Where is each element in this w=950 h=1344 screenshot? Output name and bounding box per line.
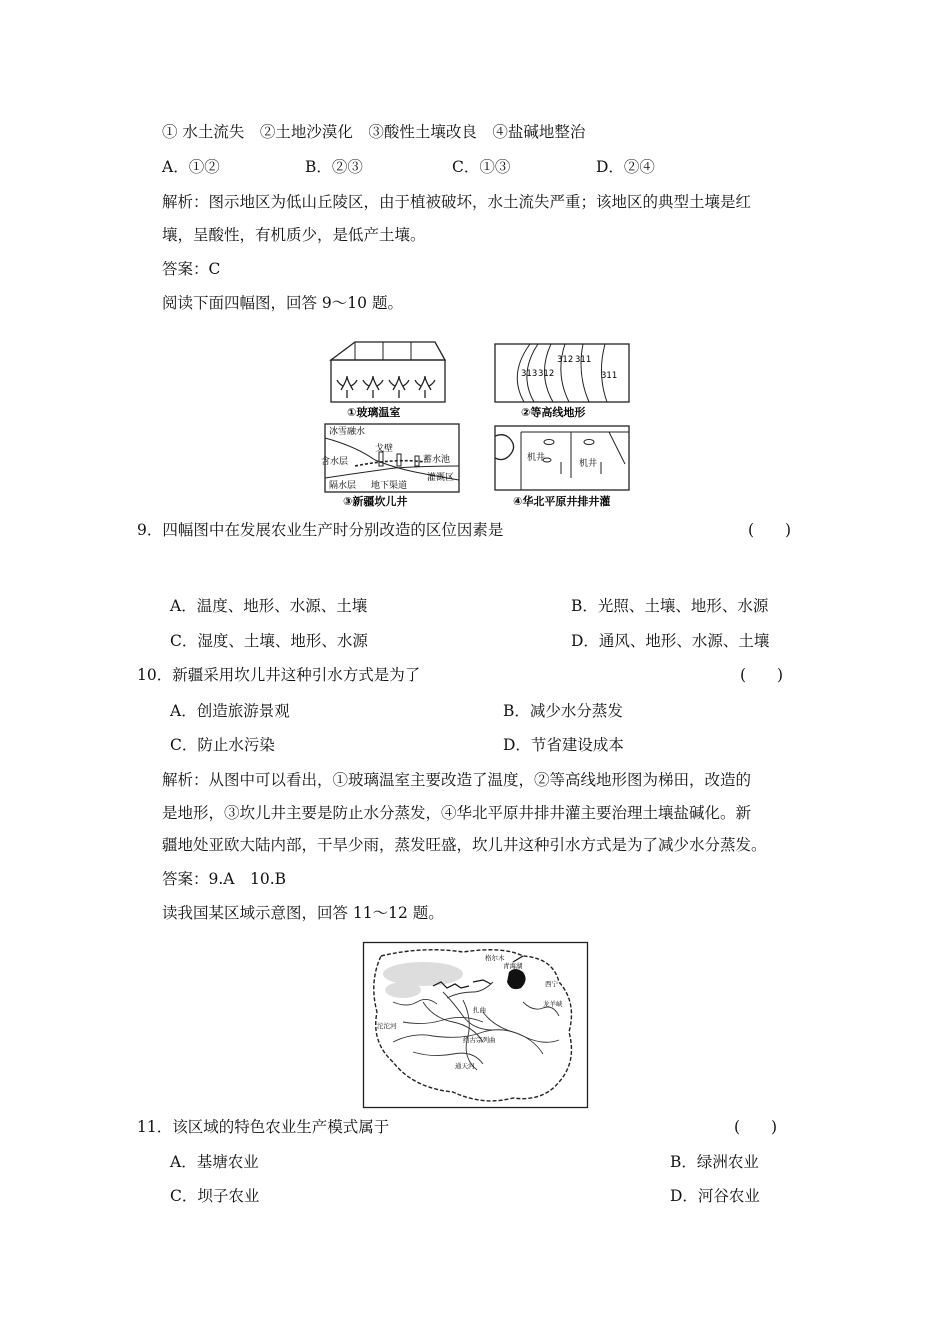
- svg-text:313: 313: [521, 369, 538, 379]
- figure-four-diagrams: [321, 338, 635, 510]
- svg-text:通天河: 通天河: [455, 1062, 475, 1070]
- svg-text:格尔木: 格尔木: [485, 954, 505, 962]
- analysis-line2: 是地形，③坎儿井主要是防止水分蒸发，④华北平原井排井灌主要治理土壤盐碱化。新: [162, 804, 752, 822]
- q9-answer-blank: ( ): [748, 521, 792, 539]
- q8-answer: 答案：C: [162, 260, 221, 278]
- intro-9-10: 阅读下面四幅图，回答 9～10 题。: [162, 294, 403, 312]
- svg-text:沱沱河: 沱沱河: [377, 1022, 397, 1030]
- q11-option-c: C．坝子农业: [170, 1187, 260, 1205]
- svg-text:隔水层: 隔水层: [329, 481, 357, 491]
- q8-option-d: D．②④: [596, 158, 655, 176]
- svg-text:蓄水池: 蓄水池: [423, 455, 451, 465]
- q11-stem: 11．该区域的特色农业生产模式属于: [137, 1118, 390, 1136]
- svg-text:约古宗列曲: 约古宗列曲: [463, 1036, 496, 1044]
- q9-option-a: A．温度、地形、水源、土壤: [170, 597, 368, 615]
- svg-text:含水层: 含水层: [321, 457, 349, 467]
- analysis-line1: 解析：从图中可以看出，①玻璃温室主要改造了温度，②等高线地形图为梯田，改造的: [162, 771, 752, 789]
- svg-text:龙羊峡: 龙羊峡: [543, 1000, 563, 1008]
- karez-diagram: [321, 424, 459, 508]
- q11-option-a: A．基塘农业: [170, 1153, 259, 1171]
- q10-option-d: D．节省建设成本: [503, 736, 624, 754]
- svg-text:机井: 机井: [579, 459, 598, 469]
- q9-stem: 9．四幅图中在发展农业生产时分别改造的区位因素是: [137, 521, 504, 539]
- panel2-caption: ②等高线地形: [521, 406, 586, 419]
- panel4-caption: ④华北平原井排井灌: [513, 495, 611, 508]
- intro-11-12: 读我国某区域示意图，回答 11～12 题。: [162, 904, 444, 922]
- greenhouse-diagram: [331, 342, 445, 419]
- region-map: [363, 942, 588, 1108]
- well-irrigation-diagram: [495, 426, 629, 508]
- svg-text:312: 312: [557, 355, 574, 365]
- q8-analysis-line1: 解析：图示地区为低山丘陵区，由于植被破坏，水土流失严重；该地区的典型土壤是红: [162, 193, 752, 211]
- q8-analysis-line2: 壤，呈酸性，有机质少，是低产土壤。: [162, 226, 426, 244]
- q11-option-b: B．绿洲农业: [670, 1153, 759, 1171]
- svg-text:311: 311: [601, 371, 618, 381]
- analysis-line3: 疆地处亚欧大陆内部，干旱少雨，蒸发旺盛，坎儿井这种引水方式是为了减少水分蒸发。: [162, 836, 767, 854]
- svg-text:西宁: 西宁: [545, 980, 558, 988]
- svg-text:地下渠道: 地下渠道: [371, 481, 408, 491]
- svg-text:311: 311: [575, 355, 592, 365]
- q8-option-c: C．①③: [452, 158, 511, 176]
- svg-text:312: 312: [538, 369, 555, 379]
- q8-option-b: B．②③: [305, 158, 363, 176]
- q9-option-c: C．湿度、土壤、地形、水源: [170, 632, 368, 650]
- svg-text:戈壁: 戈壁: [375, 444, 394, 454]
- q9-option-d: D．通风、地形、水源、土壤: [571, 632, 770, 650]
- svg-text:冰雪融水: 冰雪融水: [329, 427, 366, 437]
- panel3-caption: ③新疆坎儿井: [343, 495, 408, 508]
- q11-option-d: D．河谷农业: [670, 1187, 760, 1205]
- q10-option-c: C．防止水污染: [170, 736, 275, 754]
- svg-text:扎曲: 扎曲: [473, 1006, 486, 1014]
- q10-answer-blank: ( ): [740, 666, 784, 684]
- q8-options-line: ① 水土流失 ②土地沙漠化 ③酸性土壤改良 ④盐碱地整治: [162, 123, 586, 141]
- q10-option-b: B．减少水分蒸发: [503, 702, 623, 720]
- contour-diagram: [495, 344, 629, 419]
- q8-option-a: A．①②: [162, 158, 220, 176]
- svg-text:青海湖: 青海湖: [503, 962, 523, 970]
- q9-option-b: B．光照、土壤、地形、水源: [571, 597, 769, 615]
- q10-stem: 10．新疆采用坎儿井这种引水方式是为了: [137, 666, 421, 684]
- answer-9-10: 答案：9.A 10.B: [162, 870, 287, 888]
- q11-answer-blank: ( ): [734, 1118, 778, 1136]
- q10-option-a: A．创造旅游景观: [170, 702, 290, 720]
- svg-text:灌溉区: 灌溉区: [427, 473, 455, 483]
- svg-text:机井: 机井: [527, 453, 546, 463]
- panel1-caption: ①玻璃温室: [347, 406, 401, 419]
